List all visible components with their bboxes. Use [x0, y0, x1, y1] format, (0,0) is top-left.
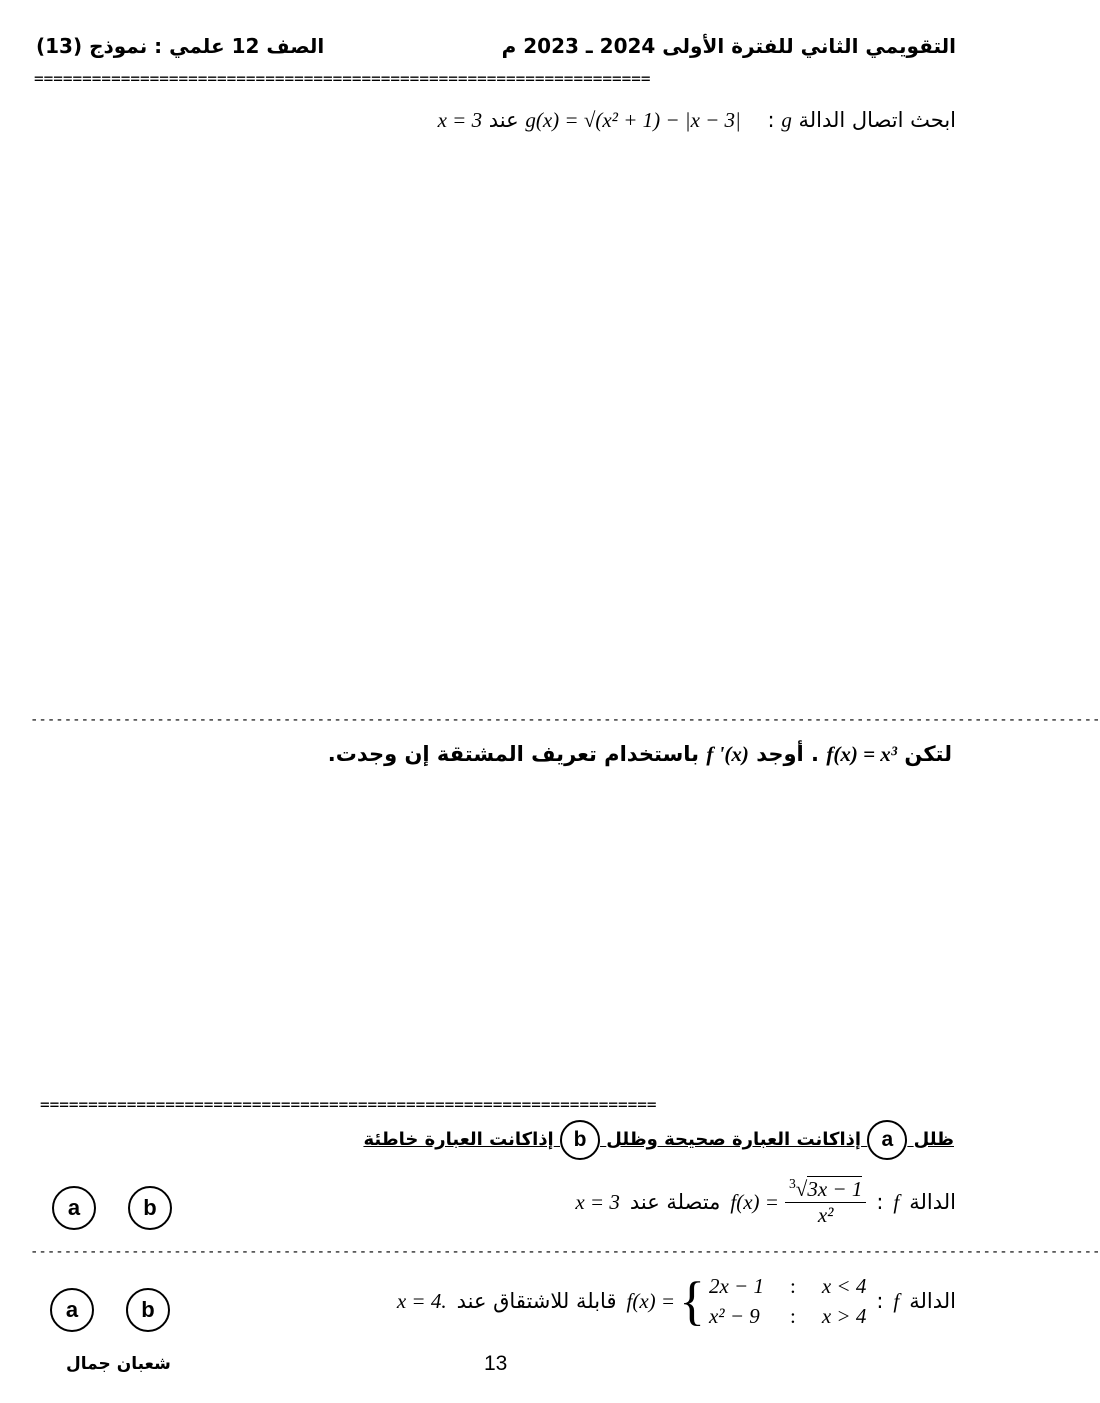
statement-2-fx: f(x) = — [626, 1288, 676, 1313]
statement-1-f: f — [893, 1189, 900, 1214]
root-index: 3 — [788, 1176, 796, 1191]
question-2-middle: . أوجد — [756, 742, 820, 766]
dashed-separator-1: ------------------------------------------------------------------------------------------------------------------------------- — [30, 712, 1100, 728]
statement-2-text: قابلة للاشتقاق عند — [456, 1289, 617, 1313]
statement-2-point: x = 4. — [396, 1288, 447, 1313]
statement-2-option-a[interactable]: a — [50, 1288, 94, 1332]
question-2-function: f(x) = x³ — [826, 742, 898, 766]
shade-label: ظلل — [913, 1129, 954, 1150]
statement-2-f: f — [893, 1288, 900, 1313]
double-separator-top: ================================================================ — [34, 69, 651, 88]
section-3-instructions — [363, 1120, 954, 1160]
statement-1-text: متصلة عند — [629, 1190, 721, 1214]
statement-1-point: x = 3 — [575, 1189, 620, 1214]
statement-1-option-a[interactable]: a — [52, 1186, 96, 1230]
question-2 — [328, 742, 952, 767]
statement-2: الدالة f : f(x) = { 2x − 1 : x < 4 x² − 9 : x > 4 قابلة للاشتقاق عند x = 4. — [396, 1271, 956, 1331]
dashed-separator-2: ------------------------------------------------------------------------------------------------------------------------------- — [30, 1244, 1100, 1260]
footer-author: شعبان جمال — [66, 1354, 171, 1374]
question-2-suffix: باستخدام تعريف المشتقة إن وجدت. — [327, 742, 700, 766]
double-separator-2: ================================================================ — [40, 1095, 657, 1114]
if-false-label: إذاكانت العبارة خاطئة — [363, 1129, 554, 1150]
question-1-at: عند — [488, 108, 519, 132]
statement-1-formula — [730, 1176, 866, 1228]
question-1-point: x = 3 — [437, 108, 483, 132]
statement-2-option-b[interactable]: b — [126, 1288, 170, 1332]
if-true-label: إذاكانت العبارة صحيحة وظلل — [606, 1129, 862, 1150]
header-left-title: الصف 12 علمي : نموذج (13) — [36, 34, 325, 58]
statement-1: الدالة f : f(x) = $\frac{^3√3x - 1}{\text{x²}}$ متصلة عند x = 3 — [575, 1176, 956, 1227]
case-1-cond: x < 4 — [821, 1274, 867, 1298]
statement-1-label: الدالة — [909, 1190, 956, 1214]
statement-1-denominator: x² — [817, 1203, 834, 1227]
piecewise-cases: 2x − 1 : x < 4 x² − 9 : x > 4 — [708, 1274, 867, 1328]
question-1-g: g — [781, 108, 792, 132]
question-1-colon: : — [767, 108, 775, 132]
statement-1-option-b[interactable]: b — [128, 1186, 172, 1230]
statement-2-label: الدالة — [909, 1289, 956, 1313]
question-2-derivative: f '(x) — [706, 742, 749, 766]
page-number: 13 — [484, 1352, 508, 1375]
statement-1-fx: f(x) = — [730, 1189, 779, 1214]
question-1 — [438, 108, 956, 133]
question-1-function: g(x) = √(x² + 1) − |x − 3| — [525, 108, 741, 132]
statement-2-formula — [627, 1272, 867, 1330]
circle-a-legend: a — [867, 1120, 907, 1160]
header-right-title: التقويمي الثاني للفترة الأولى 2024 ـ 2023 م — [501, 34, 956, 58]
case-2-expr: x² − 9 — [708, 1304, 760, 1328]
question-1-prefix: ابحث اتصال الدالة — [798, 108, 956, 132]
case-2-cond: x > 4 — [821, 1304, 867, 1328]
circle-b-legend: b — [560, 1120, 600, 1160]
statement-1-fraction: $\frac{^3√3x - 1}{\text{x²}}$ — [785, 1176, 866, 1228]
question-2-prefix: لتكن — [904, 742, 952, 766]
statement-1-radicand: 3x − 1 — [807, 1177, 863, 1201]
piecewise-brace: { — [679, 1271, 705, 1331]
case-1-expr: 2x − 1 — [708, 1274, 764, 1298]
